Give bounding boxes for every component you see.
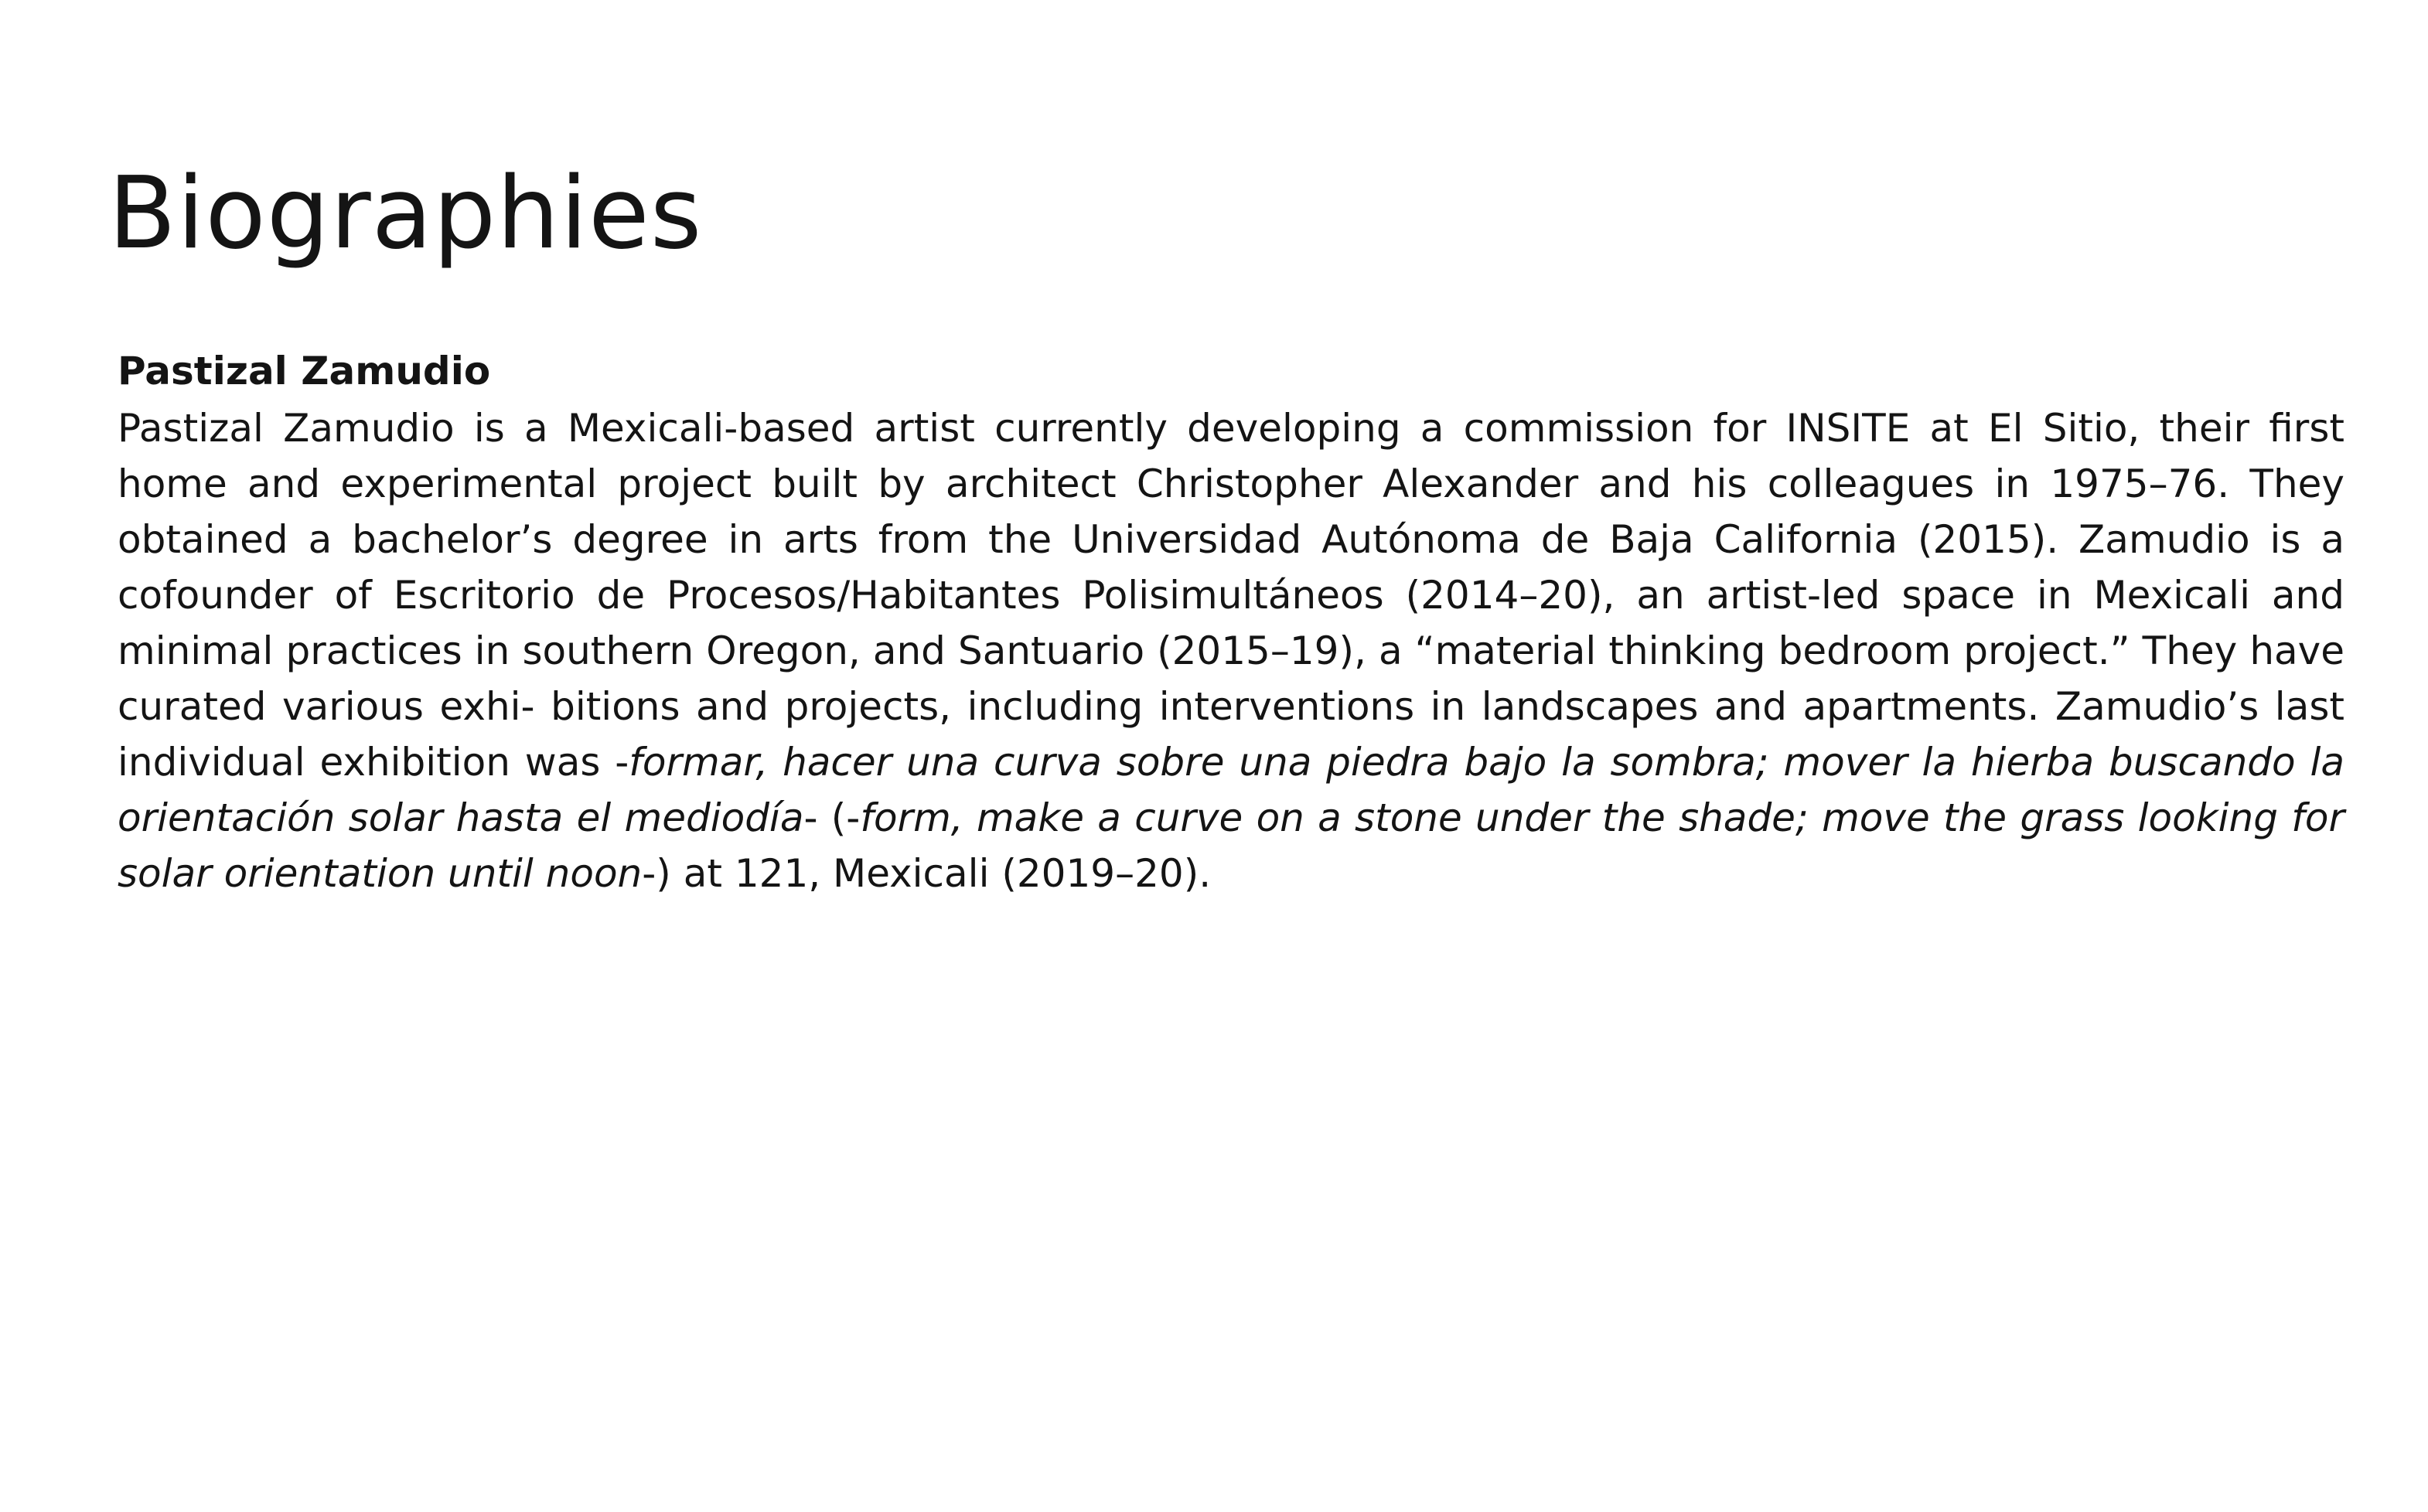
biography-text-end: -) at 121, Mexicali (2019–20).: [642, 851, 1212, 896]
exhibition-title-english: form, make a curve on a stone under the shade; move the grass looking for solar orientation until noon: [118, 795, 2345, 896]
biography-text: [118, 400, 2344, 901]
biography-text-between: - (-: [803, 795, 861, 840]
biography-entry: [118, 346, 2344, 901]
exhibition-title-spanish: formar, hacer una curva sobre una piedra bajo la sombra; mover la hierba buscando la orientación solar hasta el mediodía: [118, 740, 2344, 840]
page-title: Biographies: [108, 156, 703, 271]
biography-text-intro: Pastizal Zamudio is a Mexicali-based artist currently developing a commission for INSITE at El Sitio, their first home and experimental project built by architect Christopher Alexander and his colleagues in 1975–76. They obtained a bachelor’s degree in arts from the Universidad Autónoma de Baja California (2015). Zamudio is a cofounder of Escritorio de Procesos/Habitantes Polisimultáneos (2014–20), an artist-led space in Mexicali and minimal practices in southern Oregon, and Santuario (2015–19), a “material thinking bedroom project.” They have curated various exhi- bitions and projects, including interventions in landscapes and apartments. Zamudio’s last individual exhibition was -: [118, 406, 2344, 785]
biography-name: Pastizal Zamudio: [118, 349, 491, 393]
